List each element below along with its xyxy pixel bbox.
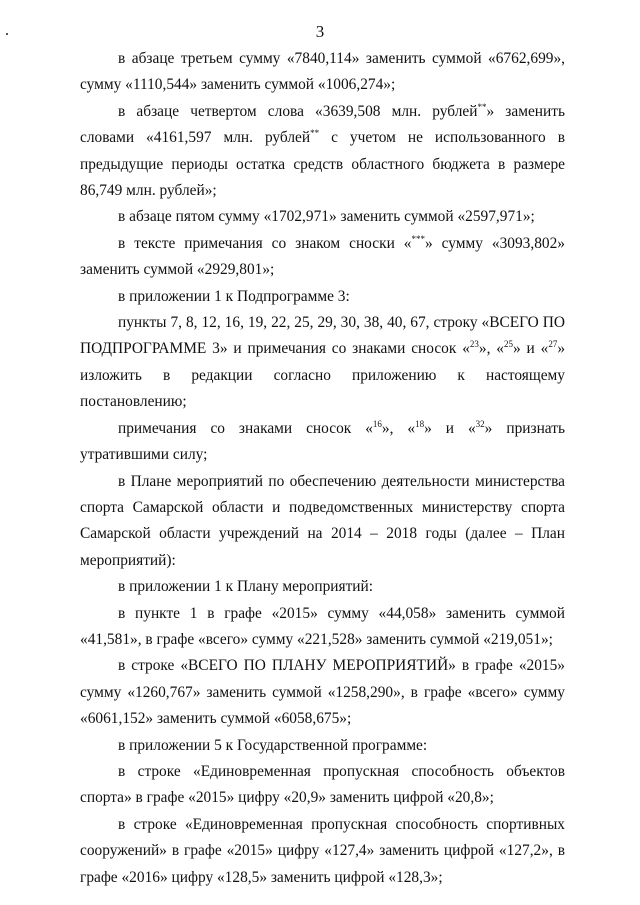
paragraph-5: в приложении 1 к Подпрограмме 3: — [118, 287, 350, 305]
footnote-mark: 23 — [469, 339, 479, 350]
footnote-mark: 18 — [415, 418, 425, 429]
paragraph-6: пункты 7, 8, 12, 16, 19, 22, 25, 29, 30, 38, 40, 67, строку «ВСЕГО ПО ПОДПРОГРАММЕ 3» и примечания со знаками сносок «$^{23}$», «$^{25}$» и «$^{27}$» изложить в редакции согласно приложению к настоящему постановлению; — [80, 314, 566, 411]
footnote-mark: ** — [477, 101, 487, 112]
paragraph-3: в абзаце пятом сумму «1702,971» заменить суммой «2597,971»; — [118, 208, 535, 226]
paragraph-10: в пункте 1 в графе «2015» сумму «44,058» заменить суммой «41,581», в графе «всего» сумму «221,528» заменить суммой «219,051»; — [80, 604, 565, 648]
footnote-mark: 16 — [372, 418, 382, 429]
paragraph-11: в строке «ВСЕГО ПО ПЛАНУ МЕРОПРИЯТИЙ» в графе «2015» сумму «1260,767» заменить суммой «1258,290», в графе «всего» сумму «6061,152» заменить суммой «6058,675»; — [80, 657, 565, 728]
document-body — [80, 46, 565, 891]
paragraph-1: в абзаце третьем сумму «7840,114» заменить суммой «6762,699», сумму «1110,544» заменить суммой «1006,274»; — [80, 50, 565, 94]
footnote-mark: *** — [411, 233, 425, 244]
footnote-mark: 27 — [548, 339, 558, 350]
footnote-mark: ** — [310, 128, 320, 139]
paragraph-2: в абзаце четвертом слова «3639,508 млн. рублей**» заменить словами «4161,597 млн. рублей** с учетом не использованного в предыдущие периоды остатка средств областного бюджета в размере 86,749 млн. рублей»; — [80, 101, 566, 200]
page-number: 3 — [315, 22, 325, 41]
footnote-mark: 32 — [475, 418, 485, 429]
paragraph-13: в строке «Единовременная пропускная способность объектов спорта» в графе «2015» цифру «20,9» заменить цифрой «20,8»; — [80, 762, 565, 807]
paragraph-7: примечания со знаками сносок «$^{16}$», «$^{18}$» и «$^{32}$» признать утратившими силу; — [80, 418, 565, 464]
paragraph-12: в приложении 5 к Государственной программе: — [118, 736, 428, 754]
paragraph-14: в строке «Единовременная пропускная способность спортивных сооружений» в графе «2015» цифру «127,4» заменить цифрой «127,2», в графе «2016» цифру «128,5» заменить цифрой «128,3»; — [80, 815, 565, 886]
footnote-mark: 25 — [503, 339, 513, 350]
paragraph-4: в тексте примечания со знаком сноски «***» сумму «3093,802» заменить суммой «2929,801»; — [80, 233, 565, 279]
paragraph-9: в приложении 1 к Плану мероприятий: — [118, 578, 374, 596]
paragraph-8: в Плане мероприятий по обеспечению деятельности министерства спорта Самарской области и подведомственных министерству спорта Самарской области учреждений на 2014 – 2018 годы (далее – План мероприятий): — [80, 472, 565, 569]
